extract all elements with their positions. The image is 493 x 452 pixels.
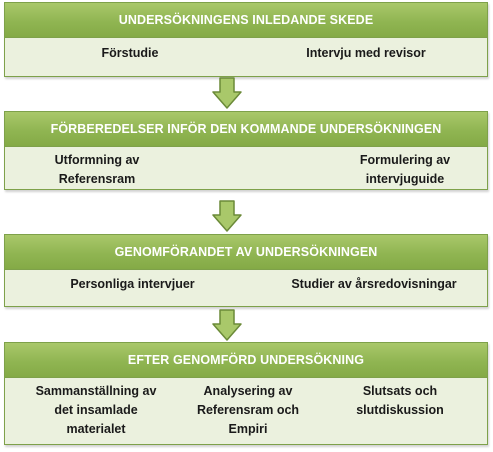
stage-preparation [4, 111, 488, 190]
stage-execution [4, 234, 488, 307]
stage-initial-phase [4, 2, 488, 77]
stage-item: Utformning av Referensram [54, 153, 140, 186]
stage-item: Analysering av Referensram och Empiri [196, 384, 300, 436]
stage-after-study [4, 342, 488, 445]
stage-item: Slutsats och slutdiskussion [356, 384, 444, 417]
stage-body [5, 147, 487, 191]
stage-item: Sammanställning av det insamlade materialet [35, 384, 157, 436]
stage-item: Personliga intervjuer [70, 277, 195, 291]
down-arrow-icon [211, 200, 243, 232]
stage-item: Förstudie [101, 46, 159, 60]
stage-title: EFTER GENOMFÖRD UNDERSÖKNING [5, 343, 487, 378]
stage-item: Intervju med revisor [306, 46, 426, 60]
stage-item: Formulering av intervjuguide [359, 153, 451, 186]
down-arrow-icon [211, 77, 243, 109]
stage-title: UNDERSÖKNINGENS INLEDANDE SKEDE [5, 3, 487, 38]
stage-title: GENOMFÖRANDET AV UNDERSÖKNINGEN [5, 235, 487, 270]
stage-body [5, 270, 487, 308]
stage-title: FÖRBEREDELSER INFÖR DEN KOMMANDE UNDERSÖKNINGEN [5, 112, 487, 147]
stage-body [5, 378, 487, 446]
stage-body [5, 38, 487, 78]
down-arrow-icon [211, 309, 243, 341]
stage-item: Studier av årsredovisningar [291, 277, 457, 291]
